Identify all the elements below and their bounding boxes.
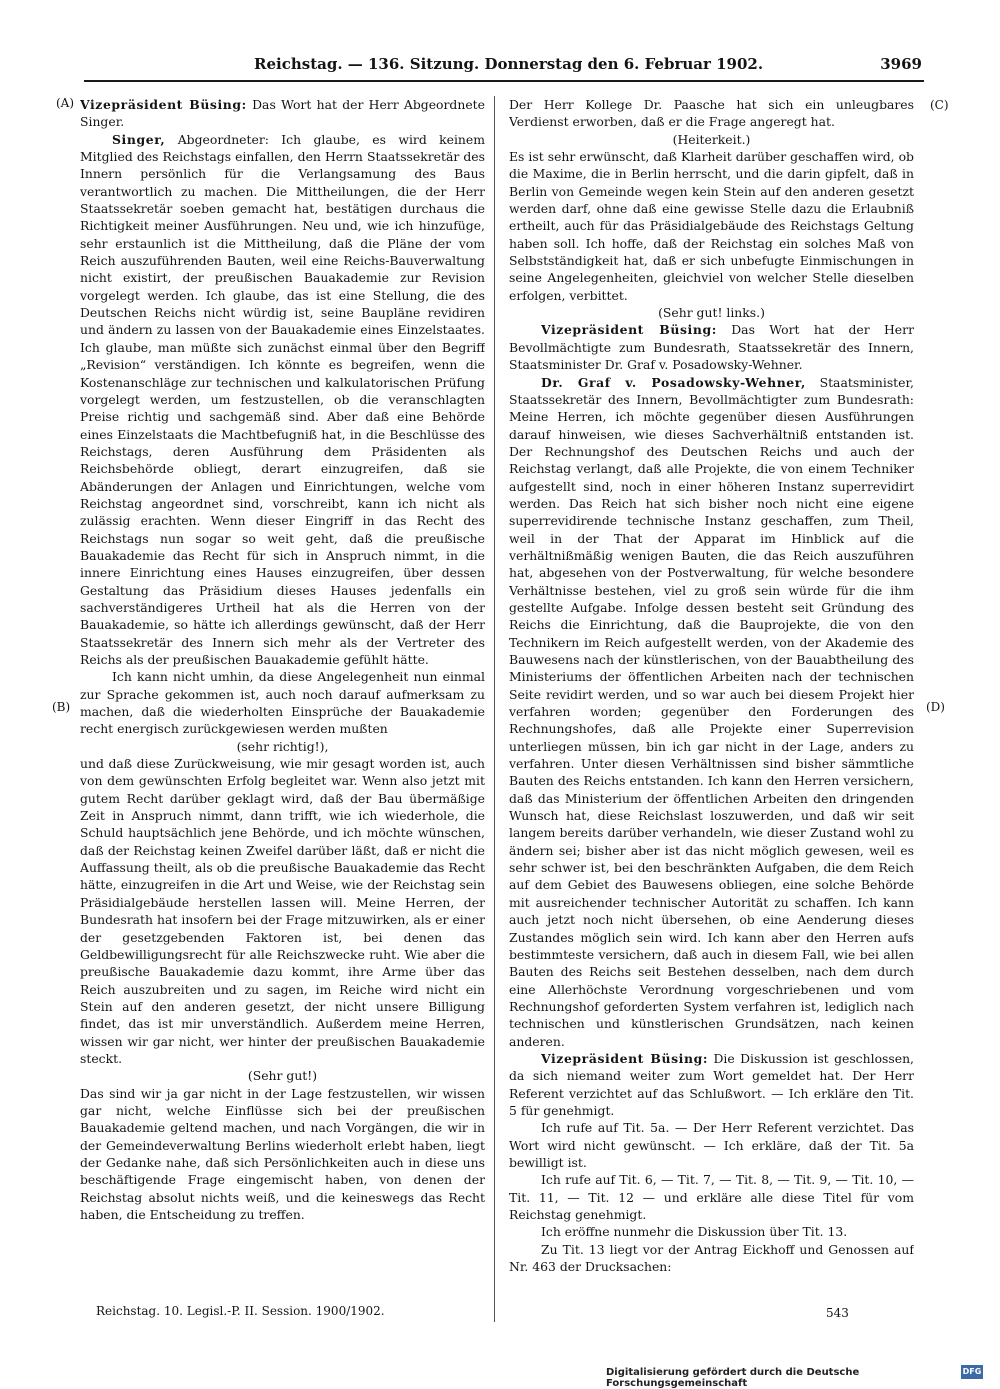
interjection [80, 738, 485, 755]
paragraph [509, 1050, 914, 1119]
paragraph-text: Das sind wir ja gar nicht in der Lage festzustellen, wir wissen gar nicht, welche Einflüsse sich bei der preußischen Bauakademie geltend machen, und nach Vorgängen, die wir in der Gemeindeverwaltung Berlins wiederholt erlebt haben, liegt der Gedanke nahe, daß sich Persönlichkeiten auch in diese uns beschäftigende Frage eingemischt haben, von denen der Reichstag absolut nichts weiß, und die keineswegs das Recht haben, die Entscheidung zu treffen. [80, 1085, 485, 1222]
paragraph [509, 1241, 914, 1276]
paragraph-text: Staatsminister, Staatssekretär des Innern, Bevollmächtigter zum Bundesrath: Meine Herren, ich möchte gegenüber diesen Ausführungen darauf hinweisen, wie dieses Sachverhältniß entstanden ist. Der Rechnungshof des Deutschen Reichs und auch der Reichstag verlangt, daß alle Projekte, die von einem Techniker aufgestellt sind, noch in einer höheren Instanz superrevidirt werden. Das Reich hat sich bisher noch nicht eine eigene superrevidirende technische Instanz geschaffen, zum Theil, weil in der That der Apparat im Hinblick auf die verhältnißmäßig wenigen Bauten, die das Reich auszuführen hat, abgesehen von der Postverwaltung, für welche besondere Verhältnisse bestehen, viel zu groß sein würde für die ihm gestellte Aufgabe. Infolge dessen besteht seit Gründung des Reichs die Einrichtung, daß die Bauprojekte, die von den Technikern im Reich aufgestellt werden, von der Akademie des Bauwesens nach der künstlerischen, von der Bauabtheilung des Ministeriums der öffentlichen Arbeiten nach der technischen Seite revidirt werden, und so war auch bei diesem Projekt hier verfahren worden; gegenüber den Forderungen des Rechnungshofes, daß alle Projekte einer Superrevision unterliegen müssen, bin ich gar nicht in der Lage, anders zu verfahren. Unter diesen Verhältnissen sind bisher sämmtliche Bauten des Reichs entstanden. Ich kann den Herren versichern, daß das Ministerium der öffentlichen Arbeiten den dringenden Wunsch hat, diese Reichslast loszuwerden, und daß wir seit langem bereits darüber verhandeln, wie dieser Zustand wohl zu ändern sei; bisher aber ist das nicht möglich gewesen, weil es sehr schwer ist, bei den beschränkten Aufgaben, die dem Reich auf dem Gebiet des Bauwesens obliegen, eine solche Behörde mit ausreichender technischer Autorität zu schaffen. Ich kann auch jetzt noch nicht übersehen, ob eine Aenderung dieses Zustandes möglich sein wird. Ich kann aber den Herren aufs bestimmteste versichern, daß auch in diesem Fall, wie bei allen Bauten des Reichs seit Bestehen desselben, nach dem durch eine Allerhöchste Verordnung vorgeschriebenen und vom Rechnungshof geforderten System verfahren ist, lediglich nach technischen und künstlerischen Grundsätzen, nach keinen anderen. [509, 374, 914, 1049]
paragraph-text: (Sehr gut!) [247, 1068, 318, 1084]
paragraph-text: und daß diese Zurückweisung, wie mir gesagt worden ist, auch von dem gewünschten Erfolg begleitet war. Wenn also jetzt mit gutem Recht darüber geklagt wird, daß der Bau übermäßige Zeit in Anspruch nimmt, dann trifft, wie ich wiederhole, die Schuld hauptsächlich jene Behörde, und ich möchte wünschen, daß der Reichstag keinen Zweifel darüber läßt, daß er nicht die Auffassung theilt, als ob die preußische Bauakademie das Recht hätte, einzugreifen in die Art und Weise, wie der Reichstag sein Präsidialgebäude herstellen lassen will. Meine Herren, der Bundesrath hat insofern bei der Frage mitzuwirken, als er einer der gesetzgebenden Faktoren ist, bei denen das Geldbewilligungsrecht für alle Reichszwecke ruht. Wie aber die preußische Bauakademie dazu kommt, ihre Arme über das Reich auszubreiten und zu sagen, im Reiche wird nicht ein Stein auf den anderen gesetzt, der nicht unsere Billigung findet, das ist mir unverständlich. Außerdem meine Herren, wissen wir gar nicht, wer hinter der preußischen Bauakademie steckt. [80, 756, 485, 1066]
paragraph [509, 148, 914, 304]
interjection [80, 1067, 485, 1084]
interjection [509, 304, 914, 321]
paragraph-text: Der Herr Kollege Dr. Paasche hat sich ein unleugbares Verdienst erworben, daß er die Frage angeregt hat. [509, 97, 914, 130]
paragraph-text: (sehr richtig!), [236, 738, 329, 754]
speaker-name: Vizepräsident Büsing: [541, 322, 717, 338]
speaker-name: Vizepräsident Büsing: [541, 1050, 709, 1066]
paragraph-text: Das Wort hat der Herr Abgeordnete Singer. [80, 97, 485, 130]
margin-mark-b: (B) [52, 700, 71, 714]
paragraph-text: Ich eröffne nunmehr die Diskussion über Tit. 13. [541, 1224, 848, 1240]
right-column [509, 96, 914, 1306]
paragraph-text: (Sehr gut! links.) [658, 305, 765, 321]
paragraph-text: Ich kann nicht umhin, da diese Angelegenheit nun einmal zur Sprache gekommen ist, auch noch darauf aufmerksam zu machen, daß die wiederholten Einsprüche der Bauakademie recht energisch zurückgewiesen werden mußten [80, 669, 485, 737]
paragraph [509, 1171, 914, 1223]
paragraph [509, 96, 914, 131]
speaker-name: Singer, [112, 131, 166, 147]
paragraph [509, 321, 914, 373]
running-title: Reichstag. — 136. Sitzung. Donnerstag den 6. Februar 1902. [254, 55, 764, 73]
page-header [84, 52, 924, 76]
left-column [80, 96, 485, 1328]
paragraph-text: Die Diskussion ist geschlossen, da sich niemand weiter zum Wort gemeldet hat. Der Herr Referent verzichtet auf das Schlußwort. — Ich erkläre den Tit. 5 für genehmigt. [509, 1050, 914, 1118]
paragraph-text: Abgeordneter: Ich glaube, es wird keinem Mitglied des Reichstags einfallen, den Herrn Staatssekretär des Innern persönlich für die Verlangsamung des Baus verantwortlich zu machen. Die Mittheilungen, die der Herr Staatssekretär soeben gemacht hat, bestätigen durchaus die Richtigkeit meiner Ausführungen. Neu und, wie ich hinzufüge, sehr erstaunlich ist die Mittheilung, daß die Pläne der vom Reich auszuführenden Bauten, weil eine Reichs-Bauverwaltung nicht existirt, der preußischen Bauakademie zur Revision vorgelegt werden. Ich glaube, das ist eine Stellung, die des Deutschen Reichs nicht würdig ist, seine Baupläne revidiren und ändern zu lassen von der Bauakademie eines Einzelstaates. Ich glaube, man müßte sich zunächst einmal über den Begriff „Revision“ verständigen. Ich könnte es begreifen, wenn die Kostenanschläge zur technischen und kalkulatorischen Prüfung vorgelegt werden, um festzustellen, ob die veranschlagten Preise richtig und sachgemäß sind. Aber daß eine Behörde eines Einzelstaats die Machtbefugniß hat, in die Beschlüsse des Reichstags, deren Ausführung dem Präsidenten als Reichsbehörde obliegt, derart einzugreifen, daß sie Abänderungen der Anlagen und Einrichtungen, welche vom Reichstag angeordnet sind, vorschreibt, kann ich nicht als zulässig erachten. Wenn dieser Eingriff in das Recht des Reichstags nun sogar so weit geht, daß die preußische Bauakademie das Recht für sich in Anspruch nimmt, in die innere Einrichtung eines Hauses einzugreifen, über dessen Gestaltung das Präsidium dieses Hauses jedenfalls ein sachverständigeres Urtheil hat als die Herren von der Bauakademie, so hätte ich allerdings gewünscht, daß der Herr Staatssekretär des Innern sich mehr als der Vertreter des Reichs als der preußischen Bauakademie gefühlt hätte. [80, 131, 485, 667]
paragraph-text: Ich rufe auf Tit. 6, — Tit. 7, — Tit. 8, — Tit. 9, — Tit. 10, — Tit. 11, — Tit. 12 — und erkläre alle diese Titel für vom Reichstag genehmigt. [509, 1172, 914, 1222]
interjection [509, 131, 914, 148]
margin-mark-a: (A) [56, 96, 75, 110]
speaker-name: Dr. Graf v. Posadowsky-Wehner, [541, 374, 806, 390]
paragraph [80, 96, 485, 131]
page-number: 3969 [880, 55, 922, 73]
paragraph-text: (Heiterkeit.) [672, 131, 751, 147]
paragraph [509, 1119, 914, 1171]
paragraph [80, 131, 485, 669]
column-divider [494, 96, 495, 1322]
speaker-name: Vizepräsident Büsing: [80, 97, 247, 112]
footer-signature: 543 [826, 1306, 849, 1320]
paragraph [509, 374, 914, 1050]
footer-imprint: Reichstag. 10. Legisl.-P. II. Session. 1900/1902. [96, 1304, 385, 1318]
paragraph [509, 1223, 914, 1240]
paragraph-text: Zu Tit. 13 liegt vor der Antrag Eickhoff und Genossen auf Nr. 463 der Drucksachen: [509, 1241, 914, 1275]
paragraph-text: Ich rufe auf Tit. 5a. — Der Herr Referent verzichtet. Das Wort wird nicht gewünscht. — Ich erkläre, daß der Tit. 5a bewilligt ist. [509, 1120, 914, 1170]
margin-mark-c: (C) [930, 98, 949, 112]
header-rule [84, 80, 924, 82]
margin-mark-d: (D) [926, 700, 945, 714]
paragraph-text: Das Wort hat der Herr Bevollmächtigte zum Bundesrath, Staatssekretär des Innern, Staatsminister Dr. Graf v. Posadowsky-Wehner. [509, 322, 914, 373]
dfg-logo: DFG [961, 1365, 983, 1379]
paragraph [80, 668, 485, 737]
paragraph [80, 1085, 485, 1224]
paragraph-text: Es ist sehr erwünscht, daß Klarheit darüber geschaffen wird, ob die Maxime, die in Berlin herrscht, und die darin gipfelt, daß in Berlin von Gemeinde wegen kein Stein auf den anderen gesetzt werden darf, ohne daß eine gewisse Stelle dazu die Erlaubniß ertheilt, auch für das Präsidialgebäude des Reichstags Geltung haben soll. Ich hoffe, daß der Reichstag ein solches Maß von Selbstständigkeit hat, daß er sich unbefugte Einmischungen in seine Angelegenheiten, gleichviel von welcher Stelle dieselben erfolgen, verbittet. [509, 149, 914, 303]
paragraph [80, 755, 485, 1067]
digitization-credit[interactable]: Digitalisierung gefördert durch die Deutsche Forschungsgemeinschaft [606, 1367, 860, 1389]
